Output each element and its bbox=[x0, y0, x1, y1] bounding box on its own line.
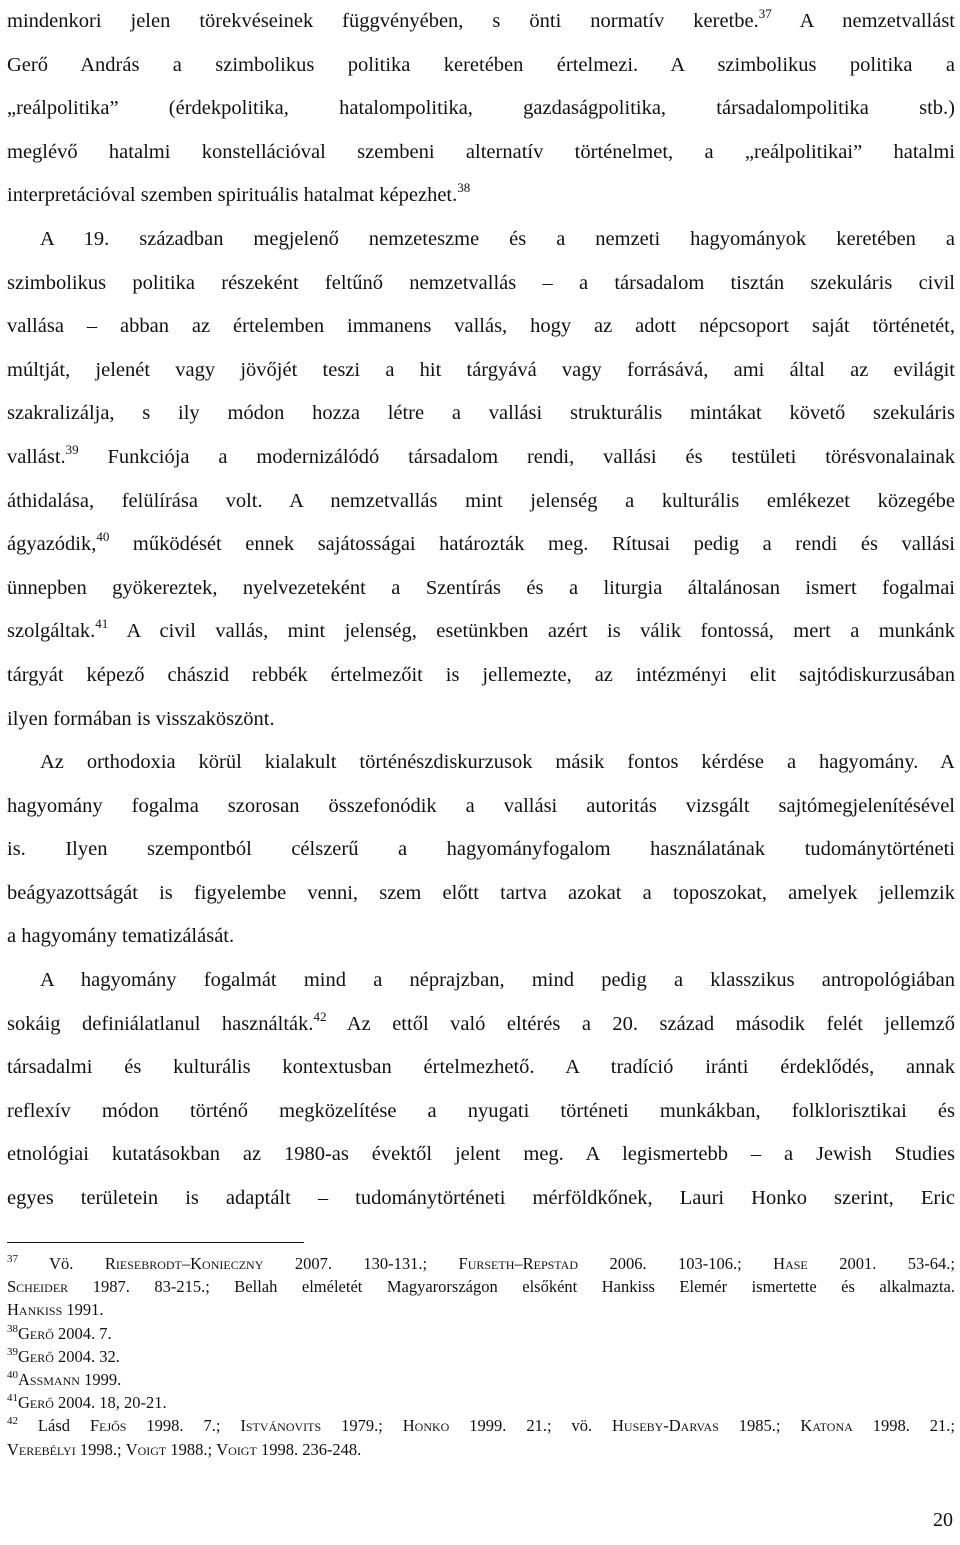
footnotes bbox=[7, 1252, 955, 1461]
footnote-38: $^{38}$Gerő 2004. 7. bbox=[7, 1322, 112, 1343]
body-line: mindenkori jelen törekvéseinek függvényében, s önti normatív keretbe.$^{37}$ A nemzetvallást bbox=[7, 6, 956, 32]
body-line: Az orthodoxia körül kialakult történészdiskurzusok másik fontos kérdése a hagyomány. A bbox=[40, 751, 955, 774]
body-text bbox=[7, 0, 955, 1221]
footnote-37-cont: Hankiss 1991. bbox=[7, 1300, 104, 1320]
body-line: a hagyomány tematizálását. bbox=[7, 925, 235, 948]
body-line: ágyazódik,$^{40}$ működését ennek sajátosságai határozták meg. Rítusai pedig a rendi és vallási bbox=[7, 529, 955, 556]
body-line: szolgáltak.$^{41}$ A civil vallás, mint jelenség, esetünkben azért is válik fontossá, mert a munkánk bbox=[7, 616, 955, 643]
body-line: múltját, jelenét vagy jövőjét teszi a hit tárgyává vagy forrásává, ami által az evilágit bbox=[7, 358, 955, 381]
body-line: A hagyomány fogalmát mind a néprajzban, mind pedig a klasszikus antropológiában bbox=[40, 969, 955, 992]
body-line: Gerő András a szimbolikus politika keretében értelmezi. A szimbolikus politika a bbox=[7, 53, 955, 76]
body-line: ilyen formában is visszaköszönt. bbox=[7, 707, 275, 730]
body-line: egyes területein is adaptált – tudománytörténeti mérföldkőnek, Lauri Honko szerint, Eric bbox=[7, 1187, 955, 1210]
footnote-ref[interactable]: 42 bbox=[313, 1008, 327, 1024]
body-line: „reálpolitika” (érdekpolitika, hatalompolitika, gazdaságpolitika, társadalompolitika stb.) bbox=[7, 97, 955, 120]
body-line: is. Ilyen szempontból célszerű a hagyományfogalom használatának tudománytörténeti bbox=[7, 838, 955, 861]
footnote-ref[interactable]: 41 bbox=[95, 616, 109, 632]
body-line: sokáig definiálatlanul használták.$^{42}$ Az ettől való eltérés a 20. század második felét jellemző bbox=[7, 1008, 955, 1035]
footnote-ref[interactable]: 37 bbox=[758, 6, 772, 21]
body-line: szimbolikus politika részeként feltűnő nemzetvallás – a társadalom tisztán szekuláris civil bbox=[7, 271, 955, 294]
body-line: társadalmi és kulturális kontextusban értelmezhető. A tradíció iránti érdeklődés, annak bbox=[7, 1056, 955, 1079]
body-line: hagyomány fogalma szorosan összefonódik a vallási autoritás vizsgált sajtómegjelenítésével bbox=[7, 794, 955, 817]
body-line: beágyazottságát is figyelembe venni, szem előtt tartva azokat a toposzokat, amelyek jellemzik bbox=[7, 881, 955, 904]
footnote-39: $^{39}$Gerő 2004. 32. bbox=[7, 1345, 120, 1366]
footnote-37: $^{37}$ Vö. Riesebrodt–Konieczny 2007. 130-131.; Furseth–Repstad 2006. 103-106.; Hase 2001. 53-64.; bbox=[7, 1253, 955, 1273]
body-line: vallása – abban az értelemben immanens vallás, hogy az adott népcsoport saját történetét, bbox=[7, 315, 955, 338]
body-line: A 19. században megjelenő nemzeteszme és a nemzeti hagyományok keretében a bbox=[40, 227, 955, 250]
body-line: meglévő hatalmi konstellációval szembeni alternatív történelmet, a „reálpolitikai” hatalmi bbox=[7, 140, 955, 163]
body-line: szakralizálja, s ily módon hozza létre a vallási strukturális mintákat követő szekuláris bbox=[7, 402, 955, 425]
body-line: interpretációval szemben spirituális hatalmat képezhet.$^{38}$ bbox=[7, 180, 471, 207]
footnote-ref[interactable]: 40 bbox=[96, 529, 110, 545]
body-line: ünnepben gyökereztek, nyelvezeteként a Szentírás és a liturgia általánosan ismert fogalmai bbox=[7, 576, 955, 599]
body-line: etnológiai kutatásokban az 1980-as évektől jelent meg. A legismertebb – a Jewish Studies bbox=[7, 1143, 955, 1166]
footnote-37-cont: Scheider 1987. 83-215.; Bellah elméletét Magyarországon elsőként Hankiss Elemér ismertette és alkalmazta. bbox=[7, 1277, 955, 1297]
body-line: vallást.$^{39}$ Funkciója a modernizálódó társadalom rendi, vallási és testületi törésvonalainak bbox=[7, 441, 955, 468]
footnote-ref[interactable]: 39 bbox=[65, 441, 79, 457]
footnote-separator bbox=[7, 1242, 304, 1243]
footnote-41: $^{41}$Gerő 2004. 18, 20-21. bbox=[7, 1392, 167, 1413]
page-number: 20 bbox=[933, 1509, 953, 1531]
body-line: tárgyát képező chászid rebbék értelmezőit is jellemezte, az intézményi elit sajtódiskurzusában bbox=[7, 663, 955, 686]
footnote-ref[interactable]: 38 bbox=[457, 180, 471, 196]
footnote-40: $^{40}$Assmann 1999. bbox=[7, 1368, 122, 1389]
footnote-42: $^{42}$ Lásd Fejős 1998. 7.; Istvánovits 1979.; Honko 1999. 21.; vö. Huseby-Darvas 1985.; Katona 1998. 21.; bbox=[7, 1415, 955, 1436]
body-line: áthidalása, felülírása volt. A nemzetvallás mint jelenség a kulturális emlékezet közegébe bbox=[7, 489, 955, 512]
body-line: reflexív módon történő megközelítése a nyugati történeti munkákban, folklorisztikai és bbox=[7, 1099, 955, 1122]
footnote-42-cont: Verebélyi 1998.; Voigt 1988.; Voigt 1998. 236-248. bbox=[7, 1439, 362, 1459]
